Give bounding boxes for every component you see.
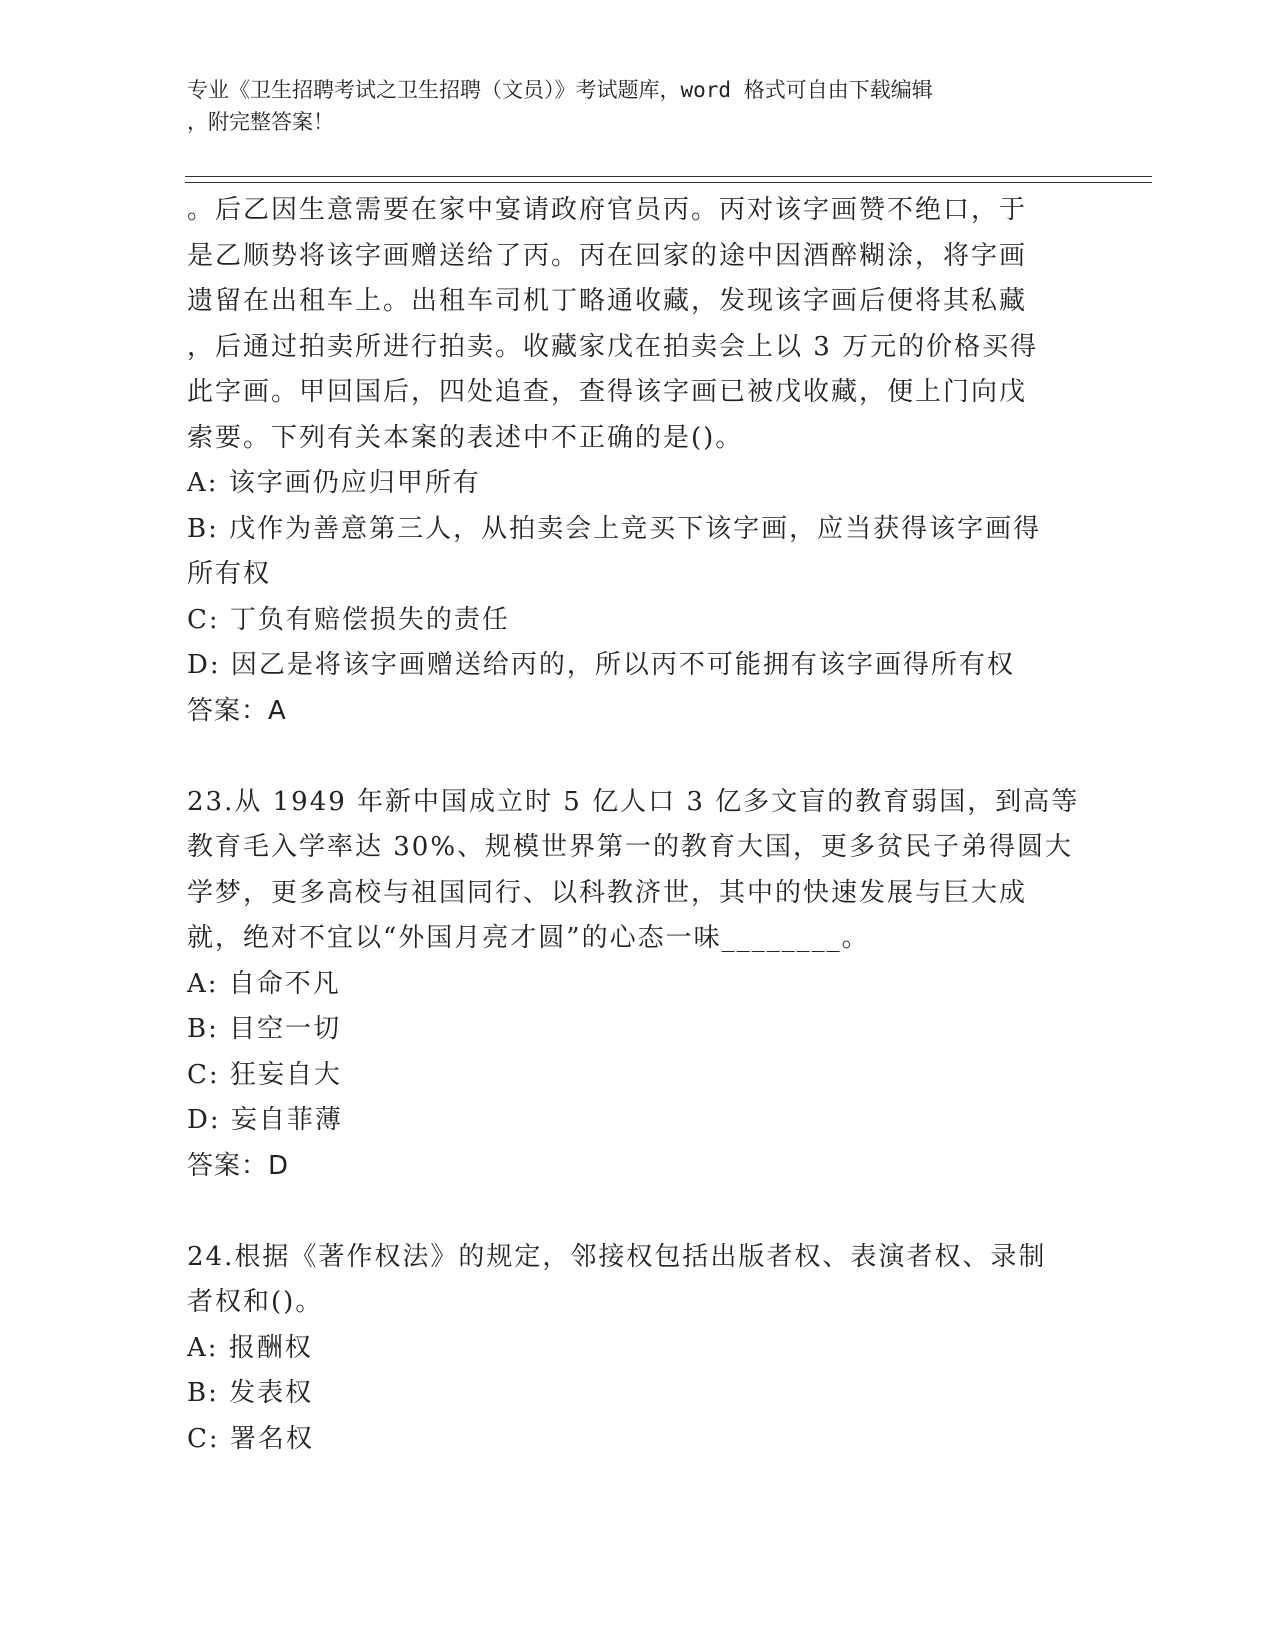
document-body [187,188,1087,1462]
question-stem-line: 就，绝对不宜以“外国月亮才圆”的心态一味________。 [187,923,870,953]
header-divider-bottom [185,182,1152,183]
option-c: C: 狂妄自大 [187,1059,342,1090]
question-stem-line: 23.从 1949 年新中国成立时 5 亿人口 3 亿多文盲的教育弱国，到高等 [187,786,1080,817]
header-line-1: 专业《卫生招聘考试之卫生招聘（文员）》考试题库，word 格式可自由下载编辑 [187,78,933,102]
question-stem-line: 24.根据《著作权法》的规定，邻接权包括出版者权、表演者权、录制 [187,1241,1047,1272]
question-23 [187,780,1087,1190]
question-stem-line: 学梦，更多高校与祖国同行、以科教济世，其中的快速发展与巨大成 [187,877,1028,908]
answer-label: 答案：D [187,1150,290,1181]
option-d: D: 妄自菲薄 [187,1105,343,1135]
option-b: B: 戊作为善意第三人，从拍卖会上竞买下该字画，应当获得该字画得 [187,513,1042,544]
question-stem-line: 索要。下列有关本案的表述中不正确的是()。 [187,422,744,453]
spacer [187,1189,1087,1235]
spacer [187,734,1087,780]
option-b: B: 发表权 [187,1378,314,1408]
question-stem-line: 。后乙因生意需要在家中宴请政府官员丙。丙对该字画赞不绝口，于 [187,195,1028,225]
answer-label: 答案：A [187,695,287,726]
header-line-2: ，附完整答案！ [187,110,334,134]
question-24 [187,1235,1087,1463]
option-a: A: 自命不凡 [187,968,341,999]
question-22 [187,188,1087,734]
question-stem-line: 者权和()。 [187,1287,324,1317]
question-stem-line: 此字画。甲回国后，四处追查，查得该字画已被戊收藏，便上门向戊 [187,377,1028,407]
option-b: B: 目空一切 [187,1014,342,1044]
question-stem-line: 是乙顺势将该字画赠送给了丙。丙在回家的途中因酒醉糊涂，将字画 [187,240,1028,271]
header-divider-top [185,176,1152,177]
document-header [187,74,1087,138]
option-d: D: 因乙是将该字画赠送给丙的，所以丙不可能拥有该字画得所有权 [187,650,1015,680]
question-stem-line: 教育毛入学率达 30%、规模世界第一的教育大国，更多贫民子弟得圆大 [187,832,1074,862]
option-a: A: 报酬权 [187,1332,313,1363]
option-b-continued: 所有权 [187,559,272,589]
question-stem-line: ，后通过拍卖所进行拍卖。收藏家戊在拍卖会上以 3 万元的价格买得 [187,331,1039,362]
option-c: C: 丁负有赔偿损失的责任 [187,604,510,635]
option-a: A: 该字画仍应归甲所有 [187,468,481,498]
question-stem-line: 遗留在出租车上。出租车司机丁略通收藏，发现该字画后便将其私藏 [187,286,1028,316]
option-c: C: 署名权 [187,1423,314,1454]
